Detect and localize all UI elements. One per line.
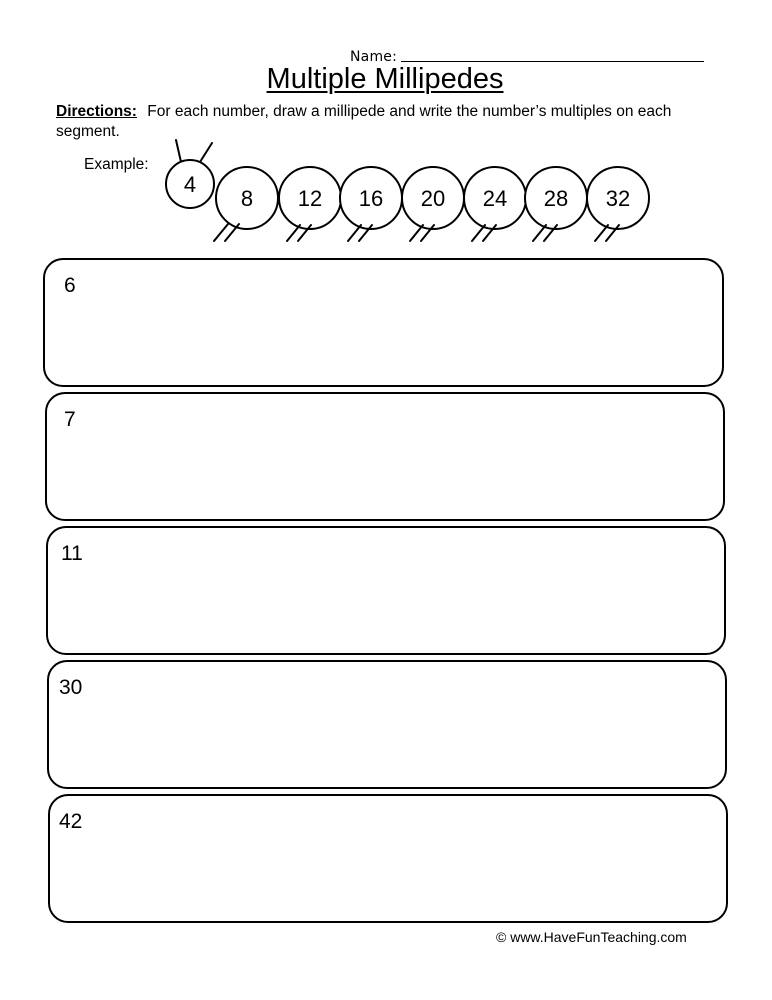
- box-number: 30: [59, 676, 83, 699]
- copyright-footer: © www.HaveFunTeaching.com: [496, 929, 687, 945]
- example-millipede-illustration: [0, 0, 772, 260]
- answer-box-42[interactable]: [48, 794, 728, 923]
- answer-box-6[interactable]: [43, 258, 724, 387]
- segment-number: 8: [240, 186, 254, 211]
- worksheet-title: Multiple Millipedes: [266, 63, 504, 95]
- name-label: Name:: [350, 49, 398, 65]
- head-number: 4: [183, 172, 197, 197]
- box-number: 7: [64, 408, 76, 431]
- antenna-right: [200, 143, 212, 162]
- box-number: 6: [64, 274, 76, 297]
- segment-number: 32: [605, 186, 631, 211]
- example-label: Example:: [84, 156, 149, 173]
- segment-number: 20: [420, 186, 446, 211]
- answer-box-11[interactable]: [46, 526, 726, 655]
- answer-box-30[interactable]: [47, 660, 727, 789]
- antenna-left: [176, 140, 181, 162]
- directions-label: Directions:: [56, 103, 137, 120]
- segment-number: 16: [358, 186, 384, 211]
- segment-number: 28: [543, 186, 569, 211]
- segment-number: 12: [297, 186, 323, 211]
- segment-number: 24: [482, 186, 508, 211]
- box-number: 11: [61, 542, 83, 565]
- box-number: 42: [59, 810, 83, 833]
- directions-text: For each number, draw a millipede and write the number’s multiples on each segment.: [56, 103, 672, 140]
- answer-box-7[interactable]: [45, 392, 725, 521]
